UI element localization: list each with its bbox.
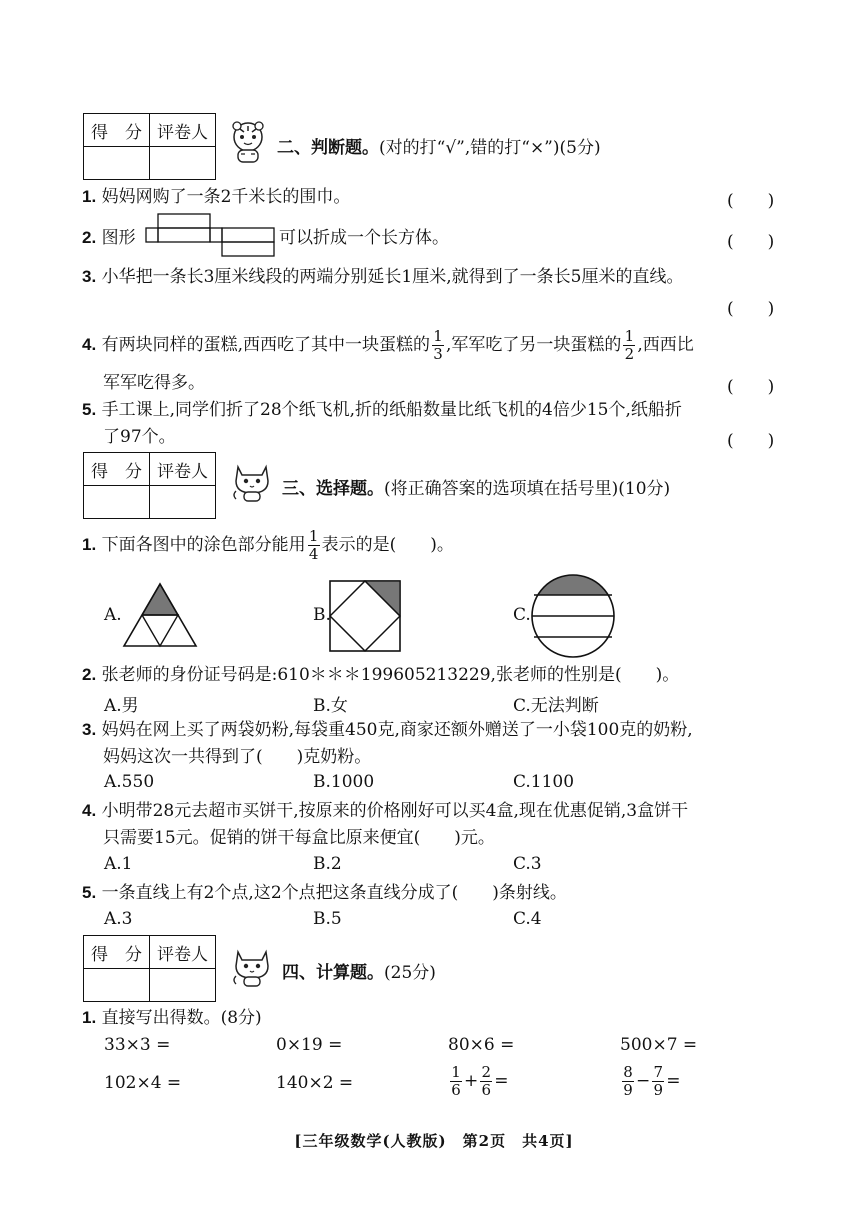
denominator: 3 — [433, 345, 443, 363]
q-number: 4. — [82, 335, 97, 354]
option-a[interactable]: A.男 — [104, 696, 139, 716]
q-number: 5. — [82, 883, 97, 902]
answer-paren[interactable]: ( ) — [727, 232, 775, 252]
denominator: 9 — [653, 1081, 664, 1099]
option-b-label[interactable]: B. — [313, 605, 331, 625]
q-number: 2. — [82, 228, 97, 247]
calc-q1 — [82, 1007, 262, 1029]
q-number: 3. — [82, 720, 97, 739]
option-a[interactable]: A.3 — [104, 909, 133, 929]
denominator: 6 — [451, 1081, 461, 1099]
choice-q5 — [82, 882, 567, 904]
score-box-section2 — [83, 113, 216, 180]
option-b[interactable]: B.5 — [313, 909, 342, 929]
cuboid-net-figure — [145, 212, 277, 258]
operator: − — [636, 1071, 651, 1091]
question-text-line2: 军军吃得多。 — [103, 373, 205, 393]
grader-cell[interactable] — [150, 486, 216, 519]
calc-item[interactable]: 140×2 = — [276, 1073, 354, 1093]
question-text-2: ,军军吃了另一块蛋糕的 — [446, 335, 622, 355]
calc-item[interactable]: 0×19 = — [276, 1035, 343, 1055]
score-cell[interactable] — [84, 486, 150, 519]
section4-title: 四、计算题。 — [282, 963, 384, 983]
answer-paren[interactable]: ( ) — [727, 299, 775, 319]
option-b[interactable]: B.1000 — [313, 772, 375, 792]
question-text: 一条直线上有2个点,这2个点把这条直线分成了( )条射线。 — [101, 883, 567, 903]
q-number: 5. — [82, 400, 97, 419]
option-c[interactable]: C.1100 — [513, 772, 575, 792]
q-number: 4. — [82, 801, 97, 820]
section2-heading — [277, 133, 601, 158]
denominator: 4 — [308, 545, 319, 563]
choice-q3 — [82, 719, 693, 741]
choice-q2 — [82, 664, 679, 686]
option-a[interactable]: A.1 — [104, 854, 133, 874]
judge-q4 — [82, 328, 694, 363]
judge-q3 — [82, 266, 683, 288]
question-text-line1: 小明带28元去超市买饼干,按原来的价格刚好可以买4盒,现在优惠促销,3盒饼干 — [101, 801, 689, 821]
calc-item-fraction-sum[interactable] — [448, 1063, 509, 1099]
numerator: 1 — [624, 327, 635, 345]
question-text-pre: 图形 — [101, 228, 136, 248]
answer-paren[interactable]: ( ) — [727, 377, 775, 397]
judge-q2 — [82, 227, 136, 249]
section3-title: 三、选择题。 — [282, 479, 384, 499]
score-cell[interactable] — [84, 969, 150, 1002]
page-footer: [三年级数学(人教版) 第2页 共4页] — [294, 1132, 574, 1150]
fraction — [622, 1064, 634, 1099]
q-number: 1. — [82, 1008, 97, 1027]
question-text-post: 可以折成一个长方体。 — [279, 228, 449, 248]
score-box-section4 — [83, 935, 216, 1002]
q-number: 2. — [82, 665, 97, 684]
operator: + — [464, 1071, 479, 1091]
equals: = — [666, 1071, 681, 1091]
option-c-label[interactable]: C. — [513, 605, 531, 625]
choice-q1 — [82, 528, 454, 563]
square-figure — [329, 580, 401, 652]
numerator: 8 — [623, 1063, 633, 1081]
section4-instruction: (25分) — [384, 963, 436, 983]
judge-q1 — [82, 186, 350, 208]
option-b[interactable]: B.2 — [313, 854, 342, 874]
question-text: 直接写出得数。(8分) — [101, 1008, 262, 1028]
question-text-3: ,西西比 — [637, 335, 694, 355]
section4-heading — [282, 958, 436, 983]
question-text: 张老师的身份证号码是:610＊＊＊199605213229,张老师的性别是( )。 — [101, 665, 680, 685]
option-b[interactable]: B.女 — [313, 696, 348, 716]
question-text: 妈妈网购了一条2千米长的围巾。 — [101, 187, 351, 207]
numerator: 2 — [481, 1063, 492, 1081]
denominator: 2 — [624, 345, 635, 363]
numerator: 1 — [308, 527, 319, 545]
fraction-one-third — [432, 328, 444, 363]
calc-item-fraction-diff[interactable] — [620, 1063, 681, 1099]
section2-instruction: (对的打“√”,错的打“×”)(5分) — [379, 138, 601, 158]
fraction-one-half — [623, 328, 635, 363]
option-a[interactable]: A.550 — [104, 772, 155, 792]
grader-cell[interactable] — [150, 969, 216, 1002]
judge-q5 — [82, 399, 682, 421]
cat-mascot-icon — [230, 459, 274, 503]
answer-paren[interactable]: ( ) — [727, 191, 775, 211]
section3-heading — [282, 474, 670, 499]
question-text-line1: 手工课上,同学们折了28个纸飞机,折的纸船数量比纸飞机的4倍少15个,纸船折 — [101, 400, 682, 420]
q-number: 1. — [82, 535, 97, 554]
fraction — [480, 1064, 492, 1099]
question-text-line2: 妈妈这次一共得到了( )克奶粉。 — [103, 747, 372, 767]
cat-mascot-icon — [230, 944, 274, 988]
grader-label: 评卷人 — [150, 936, 216, 969]
choice-q4 — [82, 800, 688, 822]
fraction — [450, 1064, 462, 1099]
answer-paren[interactable]: ( ) — [727, 431, 775, 451]
question-text-line2: 了97个。 — [103, 427, 176, 447]
option-c[interactable]: C.无法判断 — [513, 696, 599, 716]
question-text-line2: 只需要15元。促销的饼干每盒比原来便宜( )元。 — [103, 828, 495, 848]
score-label: 得 分 — [84, 936, 150, 969]
fraction-one-quarter — [308, 528, 320, 563]
option-c[interactable]: C.4 — [513, 909, 542, 929]
calc-item[interactable]: 102×4 = — [104, 1073, 182, 1093]
question-text: 小华把一条长3厘米线段的两端分别延长1厘米,就得到了一条长5厘米的直线。 — [101, 267, 684, 287]
tiger-mascot-icon — [226, 120, 270, 166]
q-number: 1. — [82, 187, 97, 206]
grader-cell[interactable] — [150, 147, 216, 180]
triangle-figure — [122, 582, 198, 648]
numerator: 7 — [653, 1063, 664, 1081]
calc-item[interactable]: 500×7 = — [620, 1035, 698, 1055]
denominator: 6 — [481, 1081, 492, 1099]
question-text-line1: 妈妈在网上买了两袋奶粉,每袋重450克,商家还额外赠送了一小袋100克的奶粉, — [101, 720, 693, 740]
numerator: 1 — [433, 327, 443, 345]
calc-item[interactable]: 80×6 = — [448, 1035, 515, 1055]
section2-title: 二、判断题。 — [277, 138, 379, 158]
fraction — [652, 1064, 664, 1099]
grader-label: 评卷人 — [150, 114, 216, 147]
option-c[interactable]: C.3 — [513, 854, 542, 874]
question-text-pre: 下面各图中的涂色部分能用 — [101, 535, 306, 555]
score-box-section3 — [83, 452, 216, 519]
score-label: 得 分 — [84, 114, 150, 147]
calc-item[interactable]: 33×3 = — [104, 1035, 171, 1055]
numerator: 1 — [451, 1063, 461, 1081]
score-label: 得 分 — [84, 453, 150, 486]
q-number: 3. — [82, 267, 97, 286]
question-text-1: 有两块同样的蛋糕,西西吃了其中一块蛋糕的 — [101, 335, 430, 355]
equals: = — [494, 1071, 509, 1091]
circle-figure — [530, 573, 616, 659]
question-text-post: 表示的是( )。 — [321, 535, 454, 555]
denominator: 9 — [623, 1081, 633, 1099]
option-a-label[interactable]: A. — [104, 605, 122, 625]
grader-label: 评卷人 — [150, 453, 216, 486]
score-cell[interactable] — [84, 147, 150, 180]
section3-instruction: (将正确答案的选项填在括号里)(10分) — [384, 479, 671, 499]
